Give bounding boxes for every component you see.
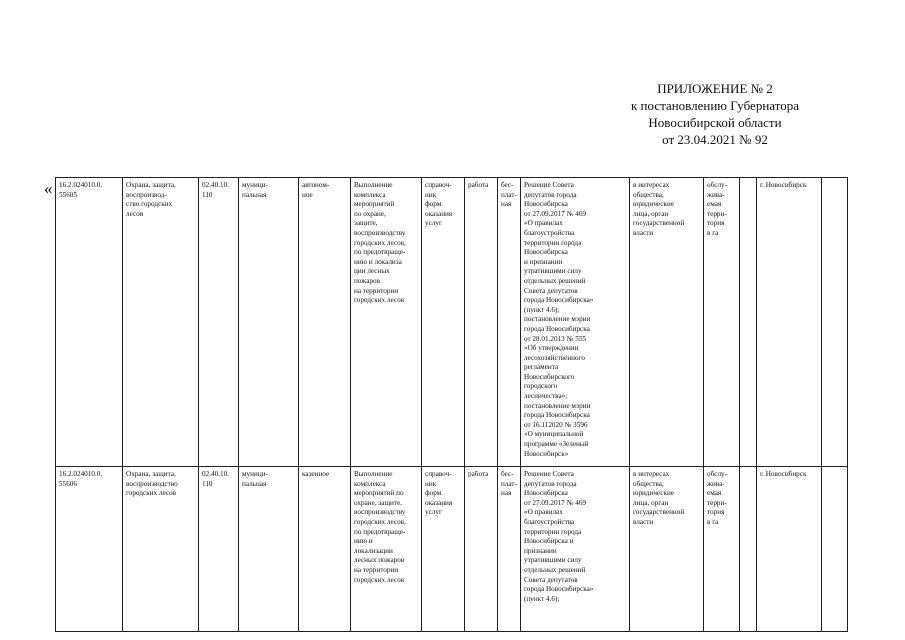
opening-quote-mark: « — [44, 179, 53, 198]
institution-type-cell: автоном- ное — [299, 178, 351, 467]
appendix-header — [600, 80, 830, 148]
empty-cell — [740, 467, 757, 632]
consumers-cell: в интересах общества, юридические лица, орган государственной власти — [630, 178, 704, 467]
appendix-region: Новосибирской области — [648, 115, 782, 130]
empty-cell — [822, 467, 848, 632]
service-name-cell: Охрана, защита, воспроизводство городских лесов — [123, 467, 199, 632]
service-form-cell: справоч- ник форм оказания услуг — [422, 467, 465, 632]
appendix-title: ПРИЛОЖЕНИЕ № 2 — [657, 81, 773, 96]
service-type-cell: муници- пальная — [239, 467, 299, 632]
payment-cell: бес- плат- ная — [498, 467, 521, 632]
registry-code-cell: 16.2.024010.0. 55605 — [56, 178, 123, 467]
institution-type-cell: казенное — [299, 467, 351, 632]
service-content-cell: Выполнение комплекса мероприятий по охране, защите, воспроизводству городских лесов, по предотвраще- нию и локализации лесных пожаров на территории городских лесов — [351, 467, 422, 632]
registry-code-cell: 16.2.024010.0. 55606 — [56, 467, 123, 632]
territory-cell: г. Новосибирск — [757, 178, 822, 467]
table-row — [56, 467, 848, 632]
okved-cell: 02.40.10. 110 — [199, 178, 239, 467]
service-name-cell: Охрана, защита, воспроизвод- ство городских лесов — [123, 178, 199, 467]
empty-cell — [740, 178, 757, 467]
services-register-table — [55, 177, 848, 632]
service-unit-cell: работа — [465, 467, 498, 632]
service-form-cell: справоч- ник форм оказания услуг — [422, 178, 465, 467]
service-content-cell: Выполнение комплекса мероприятий по охране, защите, воспроизводству городских лесов, по предотвраще- нию и локализа ции лесных пожаров на территории городских лесов — [351, 178, 422, 467]
consumers-cell: в интересах общества, юридические лица, орган государственной власти — [630, 467, 704, 632]
appendix-date-number: от 23.04.2021 № 92 — [662, 132, 768, 147]
appendix-decree-ref: к постановлению Губернатора — [630, 98, 800, 113]
legal-basis-cell: Решение Совета депутатов города Новосибирска от 27.09.2017 № 469 «О правилах благоустройства территории города Новосибирска и признании утратившими силу отдельных решений Совета депутатов города Новосибирска» (пункт 4.6); постановление мэрии города Новосибирска от 28.01.2013 № 555 «Об утверждении лесохозяйственного регламента Новосибирского городского лесничества»; постановление мэрии города Новосибирска от 16.112020 № 3596 «О муниципальной программе «Зеленый Новосибирск» — [521, 178, 630, 467]
payment-cell: бес- плат- ная — [498, 178, 521, 467]
territory-cell: г. Новосибирск — [757, 467, 822, 632]
okved-cell: 02.40.10. 110 — [199, 467, 239, 632]
service-type-cell: муници- пальная — [239, 178, 299, 467]
service-unit-cell: работа — [465, 178, 498, 467]
volume-indicator-cell: обслу- жива- емая терри- тория в га — [704, 467, 740, 632]
volume-indicator-cell: обслу- жива- емая терри- тория в га — [704, 178, 740, 467]
table-row — [56, 178, 848, 467]
empty-cell — [822, 178, 848, 467]
legal-basis-cell: Решение Совета депутатов города Новосибирска от 27.09.2017 № 469 «О правилах благоустройства территории города Новосибирска и признании утратившими силу отдельных решений Совета депутатов города Новосибирска» (пункт 4.6); — [521, 467, 630, 632]
